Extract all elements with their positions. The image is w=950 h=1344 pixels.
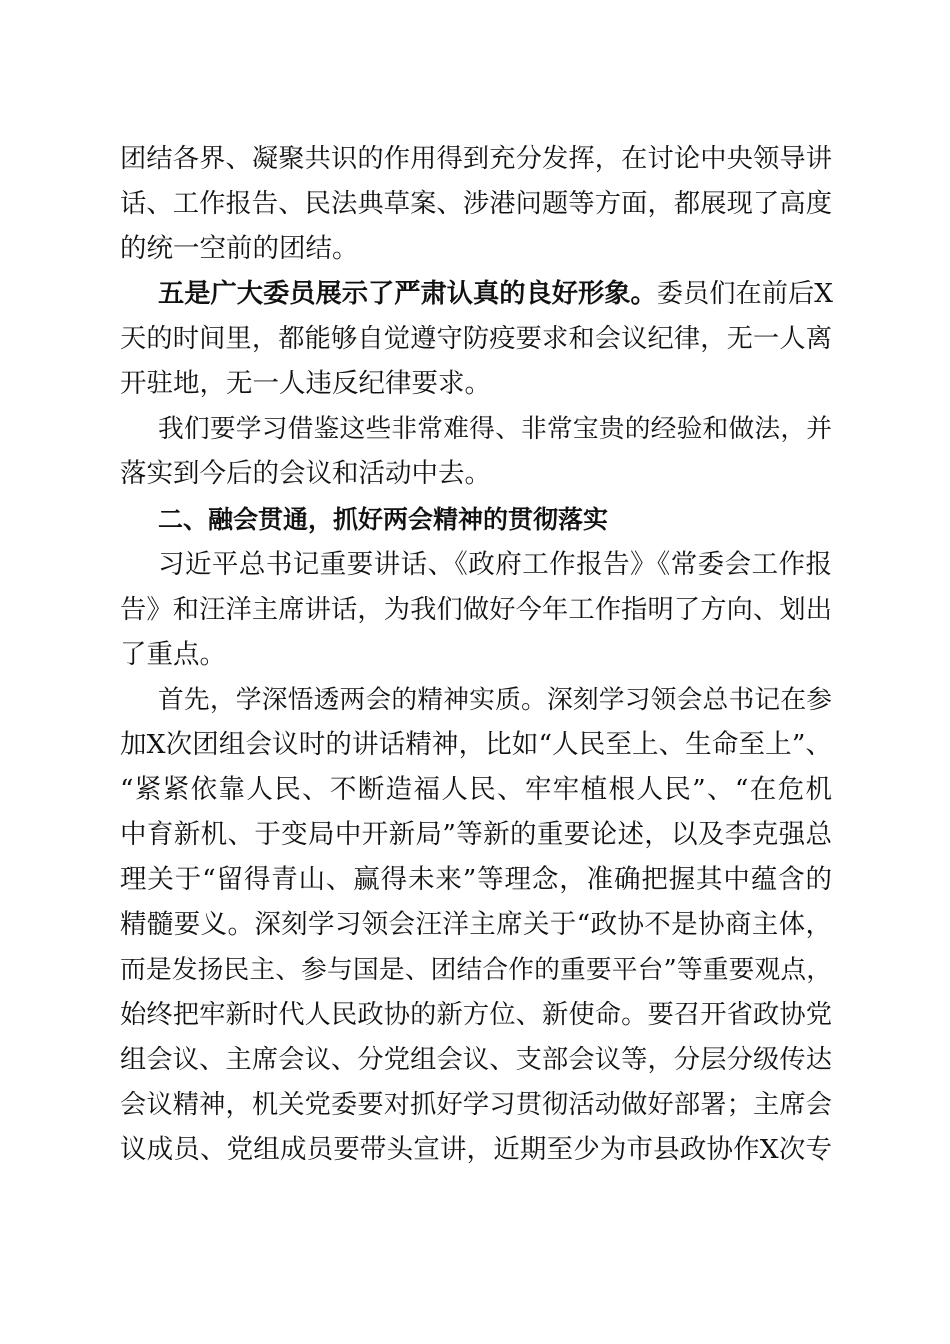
paragraph-line: 中育新机、于变局中开新局”等新的重要论述，以及李克强总: [120, 819, 832, 850]
paragraph-line: 组会议、主席会议、分党组会议、支部会议等，分层分级传达: [120, 1045, 832, 1075]
paragraph-line: 开驻地，无一人违反纪律要求。: [120, 368, 491, 399]
paragraph-line: 始终把牢新时代人民政协的新方位、新使命。要召开省政协党: [120, 1000, 832, 1030]
paragraph-line: 首先，学深悟透两会的精神实质。深刻学习领会总书记在参: [158, 685, 832, 715]
paragraph-line: 习近平总书记重要讲话、《政府工作报告》《常委会工作报: [158, 549, 832, 580]
paragraph-line: 天的时间里，都能够自觉遵守防疫要求和会议纪律，无一人离: [120, 324, 832, 354]
paragraph-line: 话、工作报告、民法典草案、涉港问题等方面，都展现了高度: [120, 189, 832, 219]
paragraph-line: 议成员、党组成员要带头宣讲，近期至少为市县政协作X次专: [120, 1134, 832, 1165]
paragraph-line: 我们要学习借鉴这些非常难得、非常宝贵的经验和做法，并: [158, 414, 832, 444]
paragraph-line: 的统一空前的团结。: [120, 233, 359, 264]
paragraph-line: 会议精神，机关党委要对抓好学习贯彻活动做好部署；主席会: [120, 1090, 832, 1120]
bold-lead-sentence: 五是广大委员展示了严肃认真的良好形象。: [158, 278, 657, 309]
paragraph-line: 团结各界、凝聚共识的作用得到充分发挥，在讨论中央领导讲: [120, 144, 832, 174]
sentence-continuation: 委员们在前后X: [656, 279, 833, 309]
paragraph-line: “紧紧依靠人民、不断造福人民、牢牢植根人民”、“在危机: [120, 774, 832, 805]
paragraph-line: 理关于“留得青山、赢得未来”等理念，准确把握其中蕴含的: [120, 864, 832, 895]
section-heading: 二、融会贯通，抓好两会精神的贯彻落实: [158, 505, 609, 534]
paragraph-line: 告》和汪洋主席讲话，为我们做好今年工作指明了方向、划出: [120, 595, 832, 625]
paragraph-line: 精髓要义。深刻学习领会汪洋主席关于“政协不是协商主体，: [120, 909, 832, 940]
paragraph-line: 落实到今后的会议和活动中去。: [120, 458, 491, 489]
paragraph-line: 了重点。: [120, 639, 226, 670]
paragraph-line: [158, 272, 832, 316]
paragraph-line: 加X次团组会议时的讲话精神，比如“人民至上、生命至上”、: [120, 729, 832, 760]
paragraph-line: 而是发扬民主、参与国是、团结合作的重要平台”等重要观点，: [120, 955, 832, 985]
